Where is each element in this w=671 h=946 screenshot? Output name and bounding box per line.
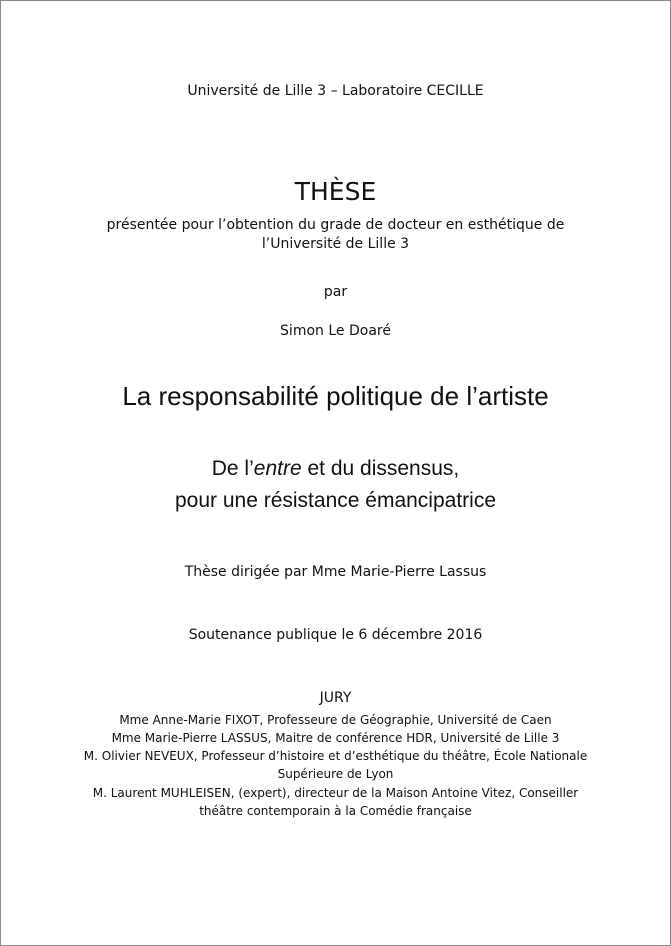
- thesis-title: La responsabilité politique de l’artiste: [122, 381, 549, 411]
- defense-date-line: Soutenance publique le 6 décembre 2016: [188, 627, 483, 643]
- subtitle-prefix: De l’: [211, 457, 254, 480]
- jury-member-line: Mme Anne-Marie FIXOT, Professeure de Géographie, Université de Caen: [119, 713, 552, 727]
- thesis-subtitle-line-2: pour une résistance émancipatrice: [174, 489, 496, 512]
- jury-member-line: M. Olivier NEVEUX, Professeur d’histoire et d’esthétique du théâtre, École Nationale: [83, 749, 588, 763]
- degree-purpose-line-2: l’Université de Lille 3: [261, 236, 410, 252]
- subtitle-suffix: et du dissensus,: [301, 457, 460, 480]
- jury-member-line: Mme Marie-Pierre LASSUS, Maitre de conférence HDR, Université de Lille 3: [111, 731, 560, 745]
- document-type-heading: THÈSE: [294, 177, 377, 206]
- subtitle-italic-word: entre: [253, 457, 302, 480]
- thesis-director-line: Thèse dirigée par Mme Marie-Pierre Lassus: [184, 564, 487, 580]
- jury-member-line: M. Laurent MUHLEISEN, (expert), directeur de la Maison Antoine Vitez, Conseiller: [92, 786, 579, 800]
- author-name: Simon Le Doaré: [280, 323, 391, 339]
- degree-purpose-line-1: présentée pour l’obtention du grade de docteur en esthétique de: [106, 217, 565, 233]
- jury-heading: JURY: [319, 690, 352, 706]
- jury-member-line: théâtre contemporain à la Comédie française: [199, 804, 472, 818]
- jury-member-line: Supérieure de Lyon: [277, 767, 394, 781]
- institution-line: Université de Lille 3 – Laboratoire CECILLE: [187, 83, 484, 99]
- thesis-subtitle-line-1: [1, 457, 670, 481]
- by-label: par: [323, 284, 348, 300]
